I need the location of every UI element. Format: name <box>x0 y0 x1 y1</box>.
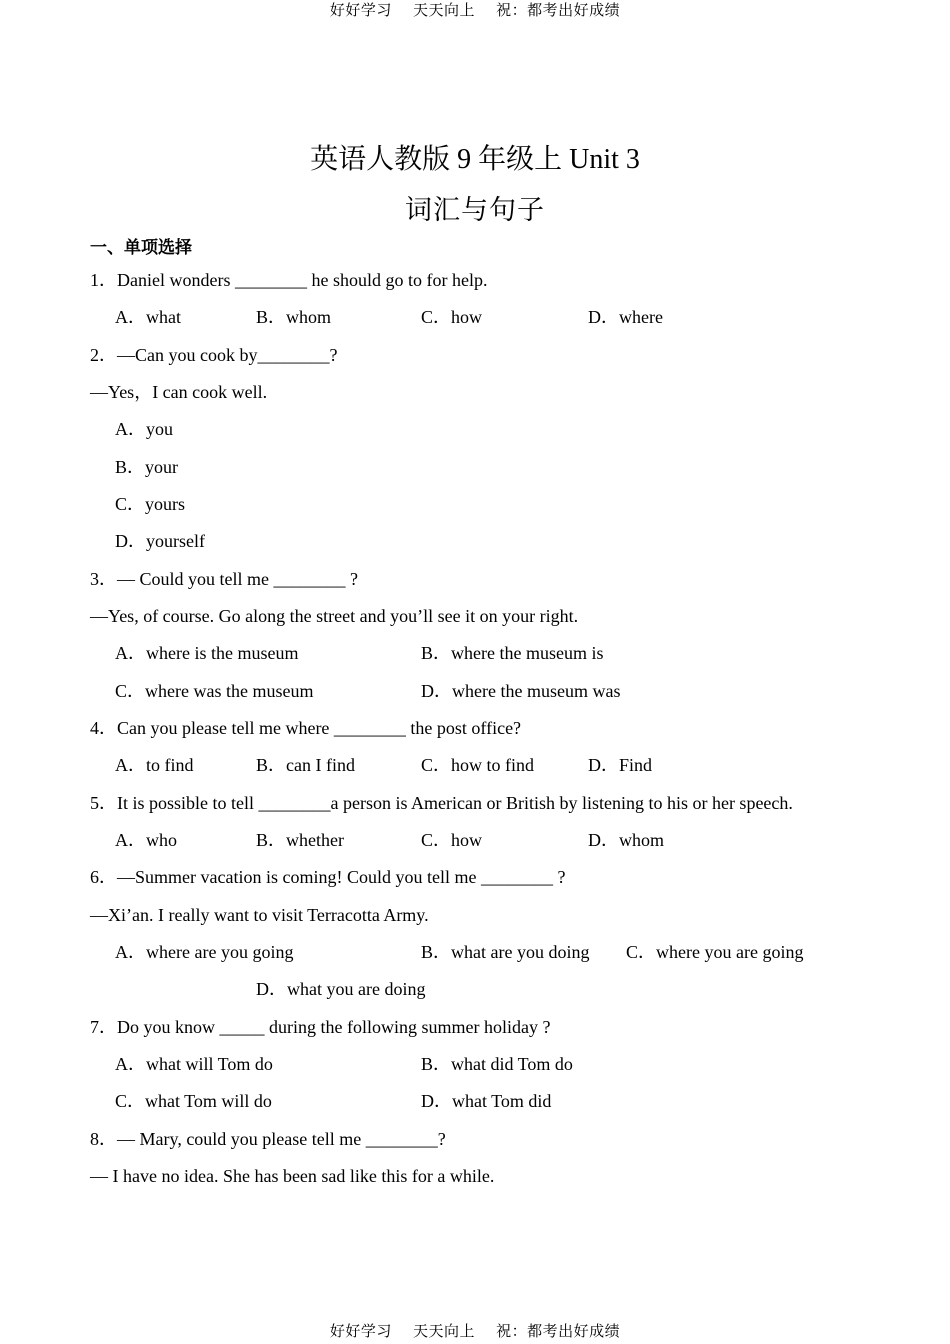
option-1c: C．how <box>421 307 483 327</box>
option-4c: C．how to find <box>421 755 535 775</box>
question-number: 7． <box>90 1017 117 1037</box>
option-7d: D．what Tom did <box>421 1091 552 1111</box>
option-2d: D．yourself <box>115 531 205 551</box>
option-6b: B．what are you doing <box>421 942 590 962</box>
option-2b: B．your <box>115 457 178 477</box>
question-number: 8． <box>90 1129 117 1149</box>
document-title: 英语人教版 9 年级上 Unit 3 <box>310 144 640 175</box>
option-2c: C．yours <box>115 494 186 514</box>
question-2 <box>90 344 337 366</box>
question-text: It is possible to tell ________a person is American or British by listening to his or her speech. <box>117 793 793 813</box>
reply-2: —Yes，I can cook well. <box>90 382 268 402</box>
question-number: 1． <box>90 270 117 290</box>
question-text: — Mary, could you please tell me ________? <box>117 1129 446 1149</box>
option-2a: A．you <box>115 419 173 439</box>
option-1d: D．where <box>588 307 663 327</box>
option-6c: C．where you are going <box>626 942 804 962</box>
option-6d: D．what you are doing <box>256 979 426 999</box>
question-number: 4． <box>90 718 117 738</box>
option-3b: B．where the museum is <box>421 643 604 663</box>
question-text: —Can you cook by________? <box>117 345 338 365</box>
reply-6: —Xi’an. I really want to visit Terracotta Army. <box>90 905 429 925</box>
option-5a: A．who <box>115 830 177 850</box>
option-7a: A．what will Tom do <box>115 1054 273 1074</box>
option-6a: A．where are you going <box>115 942 294 962</box>
question-text: Can you please tell me where ________ the post office? <box>117 718 522 738</box>
question-4 <box>90 717 521 739</box>
option-4a: A．to find <box>115 755 194 775</box>
option-3a: A．where is the museum <box>115 643 299 663</box>
section-heading: 一、单项选择 <box>90 238 192 258</box>
question-number: 3． <box>90 569 117 589</box>
option-7c: C．what Tom will do <box>115 1091 272 1111</box>
question-3 <box>90 568 358 590</box>
page-footer: 好好学习 天天向上 祝：都考出好成绩 <box>329 1322 621 1340</box>
option-4b: B．can I find <box>256 755 355 775</box>
option-3c: C．where was the museum <box>115 681 314 701</box>
option-4d: D．Find <box>588 755 653 775</box>
option-5c: C．how <box>421 830 483 850</box>
option-7b: B．what did Tom do <box>421 1054 573 1074</box>
question-number: 6． <box>90 867 117 887</box>
reply-8: — I have no idea. She has been sad like this for a while. <box>90 1166 495 1186</box>
question-8 <box>90 1128 446 1150</box>
reply-3: —Yes, of course. Go along the street and you’ll see it on your right. <box>90 606 579 626</box>
question-text: Daniel wonders ________ he should go to for help. <box>117 270 488 290</box>
option-5b: B．whether <box>256 830 344 850</box>
question-number: 5． <box>90 793 117 813</box>
document-subtitle: 词汇与句子 <box>405 195 545 226</box>
question-6 <box>90 866 565 888</box>
option-3d: D．where the museum was <box>421 681 621 701</box>
question-text: — Could you tell me ________ ? <box>117 569 358 589</box>
question-5 <box>90 792 793 814</box>
option-1a: A．what <box>115 307 181 327</box>
page-header: 好好学习 天天向上 祝：都考出好成绩 <box>329 1 621 19</box>
question-1 <box>90 269 487 291</box>
option-5d: D．whom <box>588 830 664 850</box>
question-text: —Summer vacation is coming! Could you tell me ________ ? <box>117 867 566 887</box>
question-number: 2． <box>90 345 117 365</box>
option-1b: B．whom <box>256 307 332 327</box>
question-7 <box>90 1016 550 1038</box>
question-text: Do you know _____ during the following summer holiday ? <box>117 1017 551 1037</box>
